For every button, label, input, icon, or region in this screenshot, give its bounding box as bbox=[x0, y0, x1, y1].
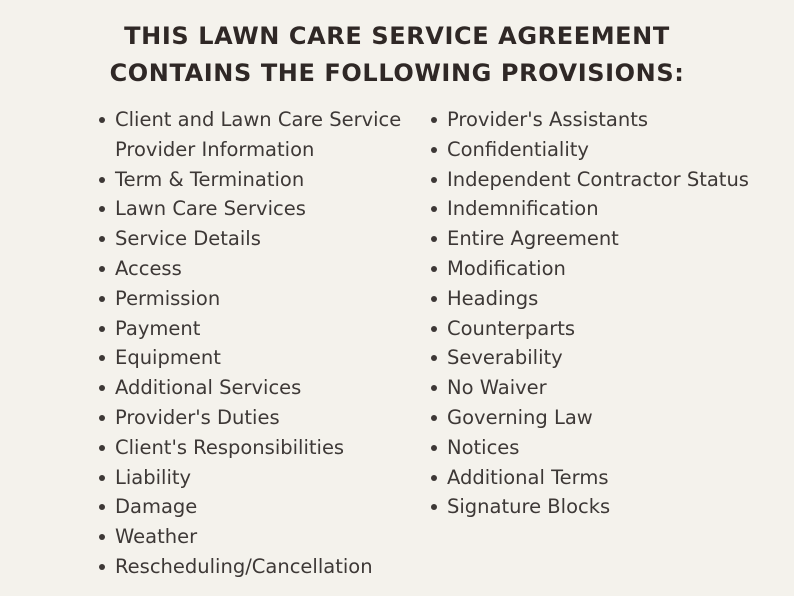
list-item-label: Provider's Assistants bbox=[447, 108, 648, 131]
bullet-icon bbox=[431, 326, 437, 332]
provisions-list-right bbox=[430, 105, 790, 522]
list-item bbox=[98, 343, 418, 373]
list-item bbox=[98, 224, 418, 254]
bullet-icon bbox=[431, 117, 437, 123]
list-item bbox=[430, 284, 790, 314]
bullet-icon bbox=[99, 117, 105, 123]
list-item bbox=[430, 373, 790, 403]
list-item bbox=[98, 463, 418, 493]
bullet-icon bbox=[431, 504, 437, 510]
bullet-icon bbox=[99, 475, 105, 481]
list-item bbox=[98, 403, 418, 433]
list-item-label: Independent Contractor Status bbox=[447, 167, 749, 191]
bullet-icon bbox=[99, 355, 105, 361]
list-item-label: Permission bbox=[115, 286, 221, 310]
list-item-label: Access bbox=[115, 256, 182, 280]
bullet-icon bbox=[431, 385, 437, 391]
bullet-icon bbox=[99, 415, 105, 421]
bullet-icon bbox=[431, 296, 437, 302]
bullet-icon bbox=[99, 206, 105, 212]
list-item bbox=[430, 492, 790, 522]
list-item-label: Headings bbox=[447, 286, 539, 310]
list-item-label: Additional Terms bbox=[447, 465, 609, 489]
list-item-label: Equipment bbox=[115, 346, 221, 370]
list-item-label: No Waiver bbox=[447, 376, 547, 400]
list-item-label: Governing Law bbox=[447, 405, 593, 429]
bullet-icon bbox=[99, 236, 105, 242]
bullet-icon bbox=[431, 415, 437, 421]
title-line-2: CONTAINS THE FOLLOWING PROVISIONS: bbox=[109, 59, 685, 87]
list-item-label: Provider's Duties bbox=[115, 405, 280, 429]
bullet-icon bbox=[99, 534, 105, 540]
list-item-label: Liability bbox=[115, 465, 192, 489]
list-item-label: Weather bbox=[115, 525, 198, 549]
title-line-1: THIS LAWN CARE SERVICE AGREEMENT bbox=[124, 22, 670, 50]
list-item bbox=[98, 194, 418, 224]
list-item bbox=[430, 165, 790, 195]
list-item bbox=[98, 314, 418, 344]
list-item-label: Signature Blocks bbox=[447, 495, 611, 519]
page-title bbox=[0, 18, 794, 92]
list-item bbox=[98, 284, 418, 314]
list-item-label: Confidentiality bbox=[447, 137, 589, 161]
bullet-icon bbox=[431, 236, 437, 242]
list-item bbox=[430, 194, 790, 224]
bullet-icon bbox=[431, 355, 437, 361]
bullet-icon bbox=[431, 266, 437, 272]
list-item-label: Severability bbox=[447, 346, 563, 370]
list-item bbox=[430, 433, 790, 463]
list-item-label: Client and Lawn Care Service Provider Information bbox=[115, 108, 402, 161]
bullet-icon bbox=[99, 177, 105, 183]
provisions-list-left bbox=[98, 105, 418, 582]
list-item-label: Term & Termination bbox=[115, 167, 305, 191]
list-item-label: Modification bbox=[447, 256, 566, 280]
list-item bbox=[98, 165, 418, 195]
bullet-icon bbox=[99, 296, 105, 302]
bullet-icon bbox=[99, 504, 105, 510]
list-item-label: Rescheduling/Cancellation bbox=[115, 554, 373, 578]
list-item-label: Payment bbox=[115, 316, 201, 340]
list-item bbox=[430, 343, 790, 373]
list-item bbox=[430, 105, 790, 135]
list-item bbox=[98, 492, 418, 522]
bullet-icon bbox=[431, 475, 437, 481]
list-item bbox=[430, 224, 790, 254]
bullet-icon bbox=[431, 147, 437, 153]
list-item-label: Damage bbox=[115, 495, 198, 519]
list-item-label: Client's Responsibilities bbox=[115, 435, 345, 459]
list-item bbox=[98, 373, 418, 403]
bullet-icon bbox=[99, 266, 105, 272]
list-item bbox=[430, 314, 790, 344]
list-item bbox=[98, 522, 418, 552]
list-item bbox=[98, 552, 418, 582]
list-item-label: Service Details bbox=[115, 227, 261, 251]
bullet-icon bbox=[431, 177, 437, 183]
list-item bbox=[430, 403, 790, 433]
bullet-icon bbox=[99, 445, 105, 451]
list-item bbox=[98, 254, 418, 284]
list-item-label: Lawn Care Services bbox=[115, 197, 306, 221]
bullet-icon bbox=[99, 385, 105, 391]
bullet-icon bbox=[431, 206, 437, 212]
list-item bbox=[430, 254, 790, 284]
list-item-label: Entire Agreement bbox=[447, 227, 619, 251]
bullet-icon bbox=[99, 564, 105, 570]
list-item-label: Counterparts bbox=[447, 316, 576, 340]
list-item bbox=[430, 135, 790, 165]
bullet-icon bbox=[431, 445, 437, 451]
list-item bbox=[430, 463, 790, 493]
list-item bbox=[98, 433, 418, 463]
list-item-label: Indemnification bbox=[447, 197, 599, 221]
bullet-icon bbox=[99, 326, 105, 332]
list-item bbox=[98, 105, 418, 165]
list-item-label: Additional Services bbox=[115, 376, 302, 400]
list-item-label: Notices bbox=[447, 435, 520, 459]
